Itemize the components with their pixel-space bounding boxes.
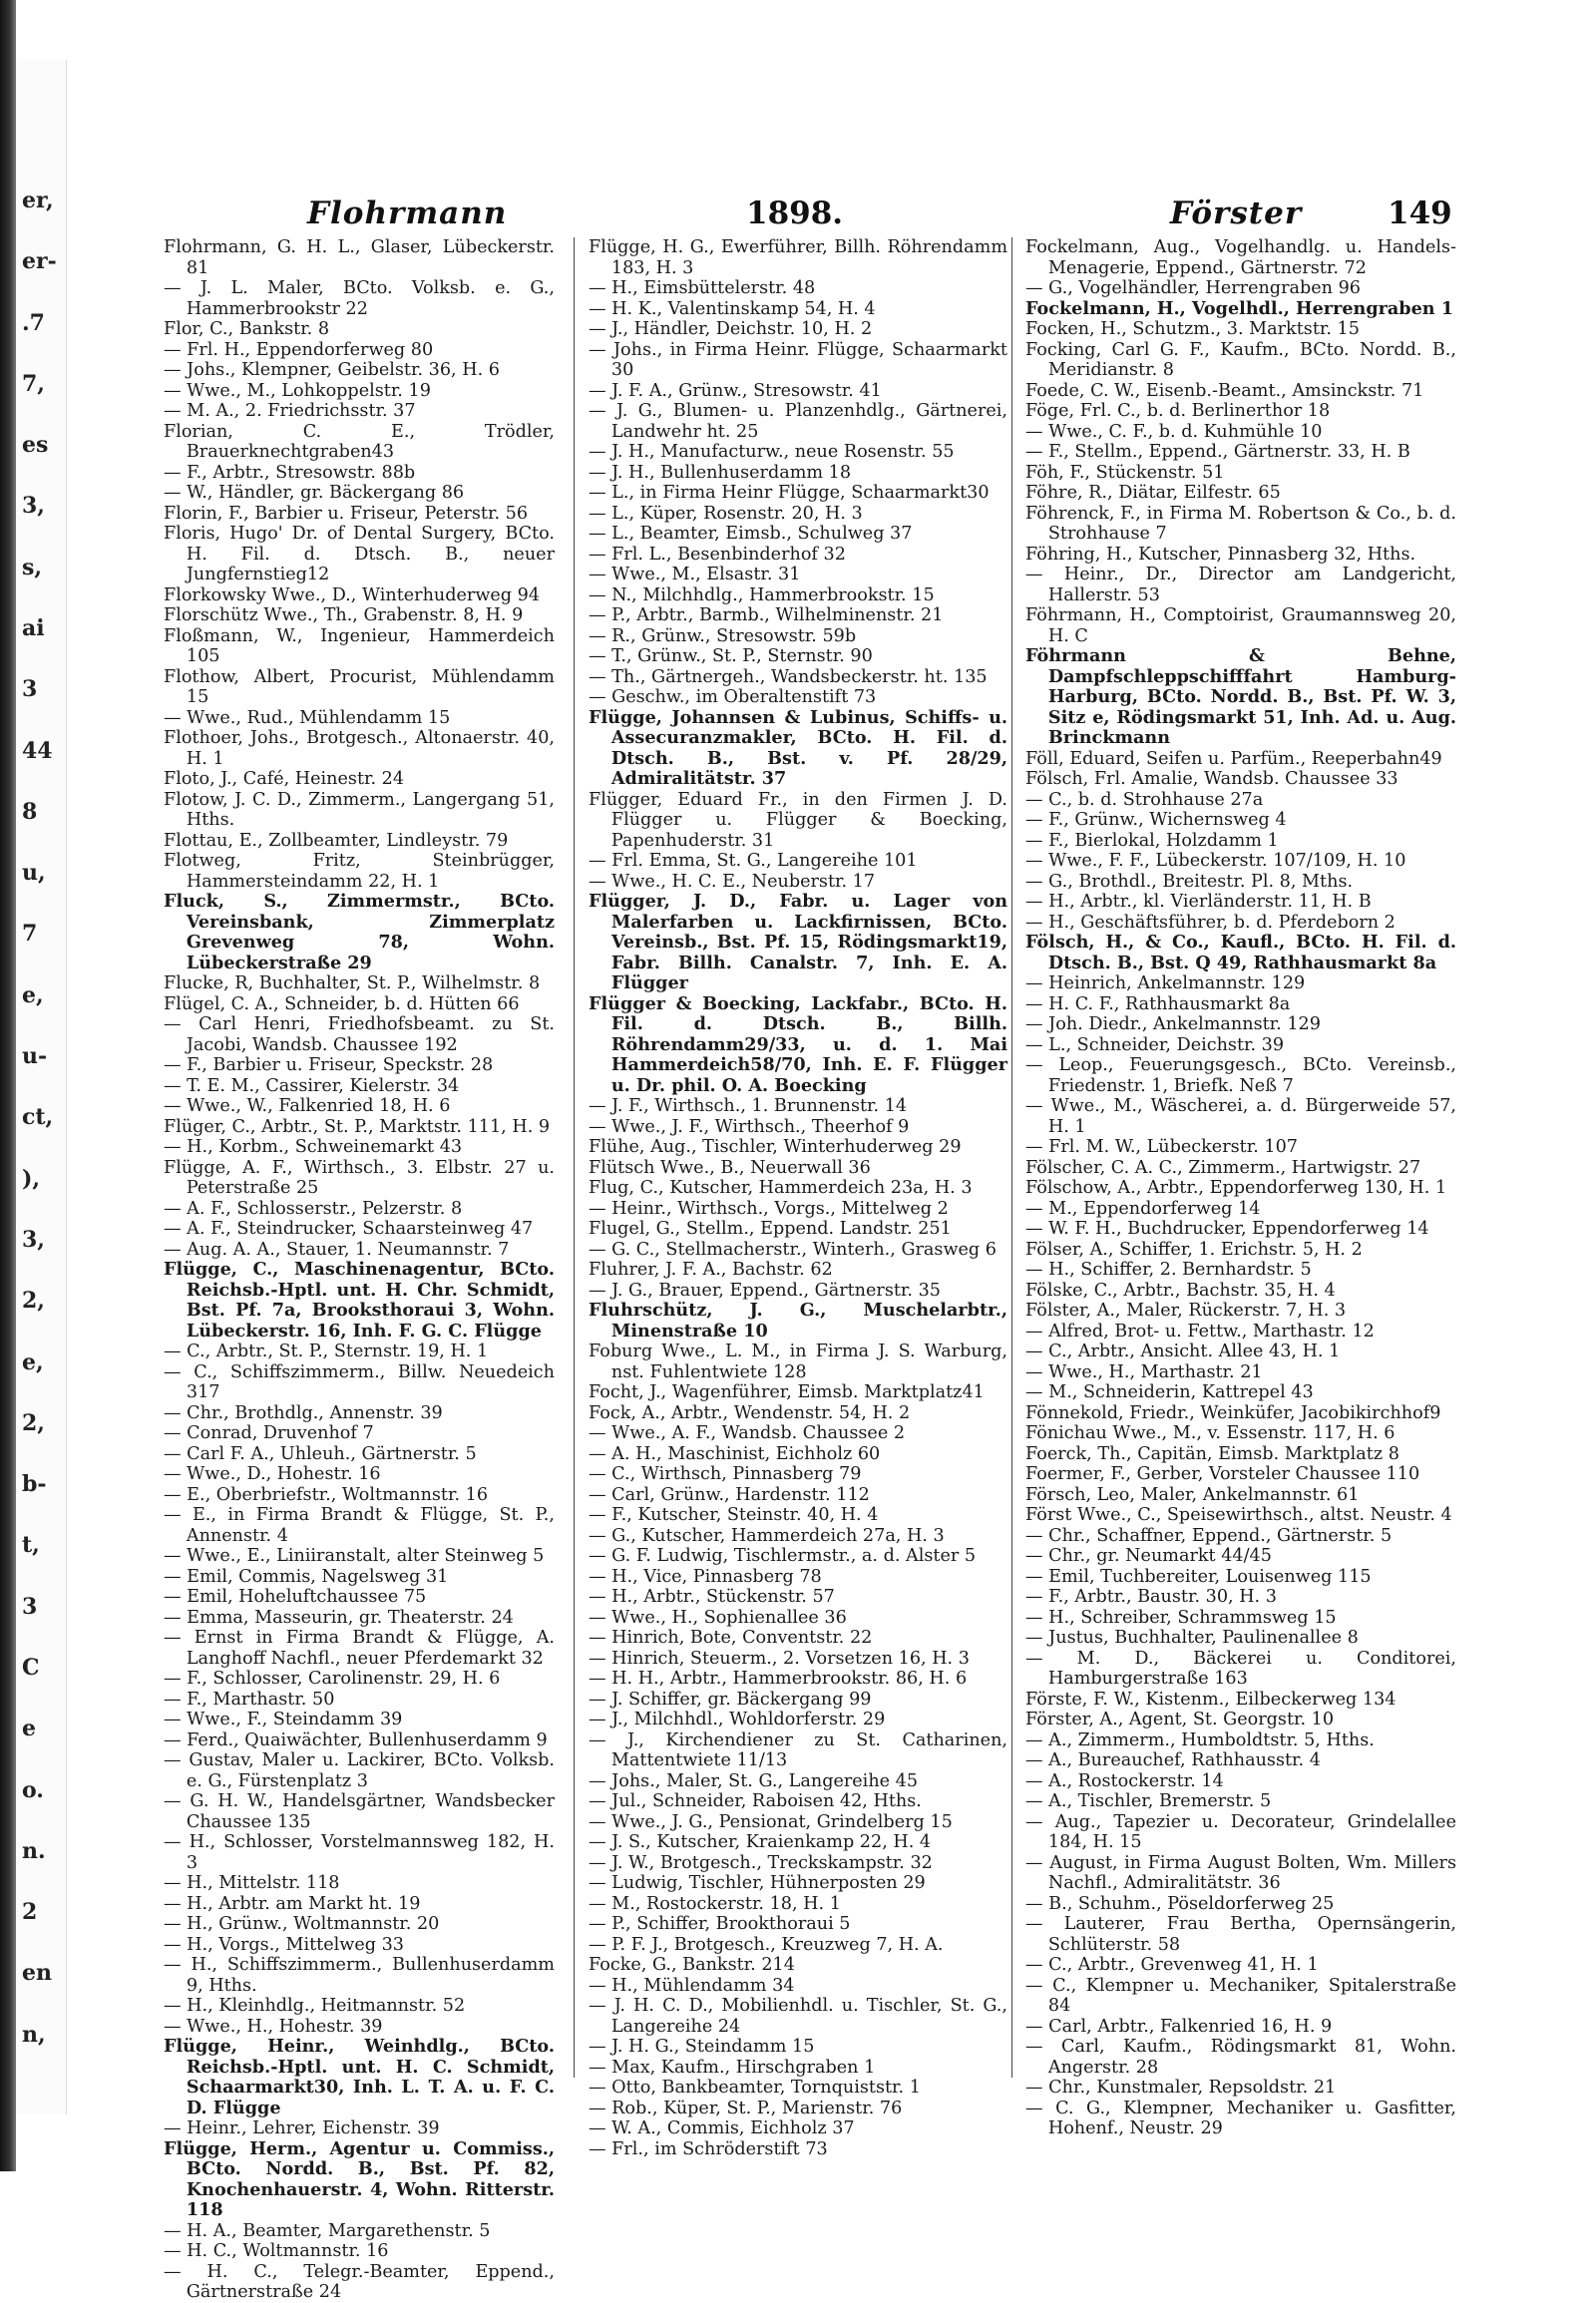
directory-entry: — J. Schiffer, gr. Bäckergang 99 [589,1689,872,1710]
previous-page-fragment: 3 [22,1594,38,1620]
directory-entry: Floris, Hugo' Dr. of Dental Surgery, BCto. H. Fil. d. Dtsch. B., neuer Jungfernstieg12 [164,524,555,584]
directory-entry: — Johs., in Firma Heinr. Flügge, Schaarmarkt 30 [589,339,1007,380]
directory-entry: — F., Arbtr., Stresowstr. 88b [164,462,416,483]
directory-entry: — P., Schiffer, Brookthoraui 5 [589,1914,851,1934]
directory-entry: — Frl. Emma, St. G., Langereihe 101 [589,851,918,871]
directory-entry: — H., Korbm., Schweinemarkt 43 [164,1137,463,1157]
previous-page-fragment: u, [22,860,46,886]
directory-entry: — Carl, Arbtr., Falkenried 16, H. 9 [1025,2016,1333,2037]
directory-entry: — T., Grünw., St. P., Sternstr. 90 [589,646,873,666]
previous-page-fragment: u- [22,1043,48,1069]
directory-entry: Focken, H., Schutzm., 3. Marktstr. 15 [1025,319,1360,339]
directory-entry: — C., Schiffszimmerm., Billw. Neuedeich 317 [164,1361,555,1402]
directory-entry: — W. F. H., Buchdrucker, Eppendorferweg 14 [1025,1219,1429,1239]
book-spine [0,0,16,2171]
directory-entry: — H. C., Woltmannstr. 16 [164,2241,389,2261]
directory-entry: Florian, C. E., Trödler, Brauerknechtgraben43 [164,421,555,462]
directory-entry: Flügge, Heinr., Weinhdlg., BCto. Reichsb.-Hptl. unt. H. C. Schmidt, Schaarmarkt30, Inh. L. T. A. u. F. C. D. Flügge [164,2036,555,2118]
header-left-catchword: Flohrmann [307,195,508,231]
directory-entry: — Carl, Grünw., Hardenstr. 112 [589,1484,870,1505]
directory-entry: Förste, F. W., Kistenm., Eilbeckerweg 134 [1025,1689,1396,1710]
directory-entry: Fönnekold, Friedr., Weinküfer, Jacobikirchhof9 [1025,1402,1441,1423]
directory-entry: — Aug., Tapezier u. Decorateur, Grindelallee 184, H. 15 [1025,1811,1456,1852]
directory-entry: — J. G., Blumen- u. Planzenhdlg., Gärtnerei, Landwehr ht. 25 [589,401,1007,442]
directory-entry: — Chr., Schaffner, Eppend., Gärtnerstr. 5 [1025,1525,1393,1546]
directory-entry: — H., Mittelstr. 118 [164,1873,340,1893]
directory-entry: — C., Klempner u. Mechaniker, Spitalerstraße 84 [1025,1975,1456,2016]
directory-entry: — Chr., Brothdlg., Annenstr. 39 [164,1402,443,1423]
directory-entry: — Lauterer, Frau Bertha, Opernsängerin, Schlüterstr. 58 [1025,1914,1456,1955]
directory-entry: — Leop., Feuerungsgesch., BCto. Vereinsb., Friedenstr. 1, Briefk. Neß 7 [1025,1055,1456,1096]
directory-entry: Föhrmann, H., Comptoirist, Graumannsweg 20, H. C [1025,605,1456,646]
directory-entry: — C., Wirthsch, Pinnasberg 79 [589,1464,862,1484]
directory-entry: Flügge, H. G., Ewerführer, Billh. Röhrendamm 183, H. 3 [589,237,1007,278]
directory-entry: — G., Vogelhändler, Herrengraben 96 [1025,278,1361,298]
directory-entry: — H., Schiffszimmerm., Bullenhuserdamm 9, Hths. [164,1955,555,1996]
directory-entry: — A., Rostockerstr. 14 [1025,1770,1224,1791]
directory-entry: — Wwe., H., Hohestr. 39 [164,2016,383,2037]
directory-entry: — C., Arbtr., St. P., Sternstr. 19, H. 1 [164,1342,489,1361]
directory-entry: — H., Vice, Pinnasberg 78 [589,1566,822,1587]
columns [148,237,1499,2302]
directory-entry: — A., Zimmerm., Humboldtstr. 5, Hths. [1025,1729,1375,1750]
previous-page-fragment: 3, [22,1227,45,1253]
directory-entry: — J., Milchhdl., Wohldorferstr. 29 [589,1710,886,1729]
previous-page-fragment: 8 [22,799,38,825]
previous-page-fragment: er- [22,248,57,274]
previous-page-fragment: en [22,1960,52,1986]
directory-entry: — Emil, Hoheluftchaussee 75 [164,1587,427,1607]
directory-entry: — Aug. A. A., Stauer, 1. Neumannstr. 7 [164,1239,510,1260]
directory-entry: — Frl., im Schröderstift 73 [589,2138,828,2159]
directory-entry: — Wwe., H., Marthastr. 21 [1025,1361,1263,1382]
directory-entry: Föhre, R., Diätar, Eilfestr. 65 [1025,483,1281,503]
directory-entry: Förster, A., Agent, St. Georgstr. 10 [1025,1710,1335,1729]
previous-page-fragment: 7 [22,921,38,947]
directory-entry: — Ferd., Quaiwächter, Bullenhuserdamm 9 [164,1729,548,1750]
directory-entry: Föge, Frl. C., b. d. Berlinerthor 18 [1025,401,1331,421]
directory-entry: Flothow, Albert, Procurist, Mühlendamm 15 [164,666,555,707]
directory-entry: — J. H. C. D., Mobilienhdl. u. Tischler, St. G., Langereihe 24 [589,1996,1007,2037]
directory-entry: Foede, C. W., Eisenb.-Beamt., Amsinckstr. 71 [1025,380,1424,401]
column-3 [1025,237,1456,2138]
directory-entry: — Emil, Commis, Nagelsweg 31 [164,1566,449,1587]
directory-entry: — F., Schlosser, Carolinenstr. 29, H. 6 [164,1669,501,1689]
directory-entry: Fölsch, Frl. Amalie, Wandsb. Chaussee 33 [1025,769,1398,789]
directory-page [148,140,1499,2302]
directory-entry: — Hinrich, Bote, Conventstr. 22 [589,1628,873,1648]
previous-page-fragment: e, [22,982,44,1008]
directory-entry: — Wwe., E., Liniiranstalt, alter Steinweg 5 [164,1546,545,1566]
directory-entry: — Carl F. A., Uhleuh., Gärtnerstr. 5 [164,1443,477,1464]
previous-page-fragment: 44 [22,738,53,764]
directory-entry: Florschütz Wwe., Th., Grabenstr. 8, H. 9 [164,605,524,625]
directory-entry: Fluhrschütz, J. G., Muschelarbtr., Minenstraße 10 [589,1300,1007,1342]
directory-entry: — F., Arbtr., Baustr. 30, H. 3 [1025,1587,1277,1607]
previous-page-edge [16,60,67,2114]
directory-entry: — Wwe., M., Lohkoppelstr. 19 [164,380,431,401]
directory-entry: Flügel, C. A., Schneider, b. d. Hütten 66 [164,993,520,1014]
previous-page-fragment: n, [22,2022,46,2048]
directory-entry: — R., Grünw., Stresowstr. 59b [589,625,857,646]
previous-page-fragment: e, [22,1349,44,1375]
directory-entry: Fönichau Wwe., M., v. Essenstr. 117, H. 6 [1025,1423,1396,1443]
previous-page-fragment: s, [22,555,43,580]
directory-entry: Föll, Eduard, Seifen u. Parfüm., Reeperbahn49 [1025,748,1442,769]
directory-entry: — Justus, Buchhalter, Paulinenallee 8 [1025,1628,1359,1648]
directory-entry: — Max, Kaufm., Hirschgraben 1 [589,2057,876,2078]
directory-entry: — G., Kutscher, Hammerdeich 27a, H. 3 [589,1525,945,1546]
directory-entry: — H., Schreiber, Schrammsweg 15 [1025,1607,1337,1628]
directory-entry: Flütsch Wwe., B., Neuerwall 36 [589,1157,871,1178]
directory-entry: — Otto, Bankbeamter, Tornquiststr. 1 [589,2078,921,2098]
column-1 [164,237,555,2302]
directory-entry: — Joh. Diedr., Ankelmannstr. 129 [1025,1014,1321,1034]
directory-entry: — Wwe., J. F., Wirthsch., Theerhof 9 [589,1116,910,1137]
directory-entry: — J. H., Bullenhuserdamm 18 [589,462,852,483]
directory-entry: — M., Eppendorferweg 14 [1025,1198,1261,1219]
directory-entry: — A. F., Steindrucker, Schaarsteinweg 47 [164,1219,534,1239]
directory-entry: Fölschow, A., Arbtr., Eppendorferweg 130, H. 1 [1025,1178,1447,1198]
directory-entry: — Heinrich, Ankelmannstr. 129 [1025,973,1306,993]
previous-page-fragment: e [22,1716,36,1741]
directory-entry: — M. A., 2. Friedrichsstr. 37 [164,401,416,421]
previous-page-fragment: 3, [22,493,45,519]
previous-page-fragment: n. [22,1838,46,1864]
directory-entry: — H., Mühlendamm 34 [589,1975,795,1996]
directory-entry: — P., Arbtr., Barmb., Wilhelminenstr. 21 [589,605,944,625]
directory-entry: Föh, F., Stückenstr. 51 [1025,462,1225,483]
directory-entry: — Heinr., Lehrer, Eichenstr. 39 [164,2118,440,2138]
column-2 [589,237,1007,2159]
directory-entry: — F., Marthastr. 50 [164,1689,335,1710]
directory-entry: — A., Bureauchef, Rathhausstr. 4 [1025,1750,1321,1770]
directory-entry: — Emma, Masseurin, gr. Theaterstr. 24 [164,1607,514,1628]
directory-entry: Flucke, R, Buchhalter, St. P., Wilhelmstr. 8 [164,973,541,993]
directory-entry: — H., Schlosser, Vorstelmannsweg 182, H. 3 [164,1832,555,1873]
directory-entry: Flügger & Boecking, Lackfabr., BCto. H. Fil. d. Dtsch. B., Billh. Röhrendamm29/33, u. d. 1. Mai Hammerdeich58/70, Inh. E. F. Flügger u. Dr. phil. O. A. Boecking [589,992,1007,1096]
directory-entry: — Alfred, Brot- u. Fettw., Marthastr. 12 [1025,1321,1375,1342]
directory-entry: Fölske, C., Arbtr., Bachstr. 35, H. 4 [1025,1280,1336,1301]
directory-entry: — Geschw., im Oberaltenstift 73 [589,687,877,707]
directory-entry: — Frl. M. W., Lübeckerstr. 107 [1025,1137,1298,1157]
directory-entry: — H. H., Arbtr., Hammerbrookstr. 86, H. 6 [589,1669,968,1689]
directory-entry: — P. F. J., Brotgesch., Kreuzweg 7, H. A. [589,1934,944,1955]
directory-entry: Florin, F., Barbier u. Friseur, Peterstr. 56 [164,503,529,524]
directory-entry: — H., Eimsbüttelerstr. 48 [589,278,816,298]
directory-entry: Florkowsky Wwe., D., Winterhuderweg 94 [164,584,541,605]
directory-entry: — Frl. H., Eppendorferweg 80 [164,339,434,360]
directory-entry: Flügge, Johannsen & Lubinus, Schiffs- u. Assecuranzmakler, BCto. H. Fil. d. Dtsch. B., Bst. v. Pf. 28/29, Admiralitätstr. 37 [589,706,1007,789]
directory-entry: — C., b. d. Strohhause 27a [1025,789,1264,810]
directory-entry: Focke, G., Bankstr. 214 [589,1955,795,1975]
directory-entry: Floto, J., Café, Heinestr. 24 [164,769,405,789]
directory-entry: Föhrenck, F., in Firma M. Robertson & Co., b. d. Strohhause 7 [1025,503,1456,544]
directory-entry: Flüger, C., Arbtr., St. P., Marktstr. 111, H. 9 [164,1116,551,1137]
directory-entry: — L., in Firma Heinr Flügge, Schaarmarkt30 [589,483,990,503]
directory-entry: — J. L. Maler, BCto. Volksb. e. G., Hammerbrookstr 22 [164,278,555,319]
directory-entry: — Conrad, Druvenhof 7 [164,1423,374,1443]
directory-entry: — A., Tischler, Bremerstr. 5 [1025,1791,1272,1811]
directory-entry: — G. H. W., Handelsgärtner, Wandsbecker Chaussee 135 [164,1791,555,1832]
directory-entry: — F., Barbier u. Friseur, Speckstr. 28 [164,1055,494,1075]
previous-page-fragment: ct, [22,1104,54,1130]
directory-entry: Flotweg, Fritz, Steinbrügger, Hammersteindamm 22, H. 1 [164,851,555,892]
previous-page-fragment: 2 [22,1899,38,1925]
directory-entry: — J. H. G., Steindamm 15 [589,2037,815,2057]
directory-entry: Flug, C., Kutscher, Hammerdeich 23a, H. 3 [589,1178,973,1198]
directory-entry: — J. G., Brauer, Eppend., Gärtnerstr. 35 [589,1280,941,1301]
directory-entry: — E., Oberbriefstr., Woltmannstr. 16 [164,1484,489,1505]
directory-entry: — Chr., Kunstmaler, Repsoldstr. 21 [1025,2078,1337,2098]
directory-entry: — H., Kleinhdlg., Heitmannstr. 52 [164,1996,466,2016]
directory-entry: — Heinr., Dr., Director am Landgericht, Hallerstr. 53 [1025,565,1456,605]
directory-entry: Foermer, F., Gerber, Vorsteler Chaussee 110 [1025,1464,1420,1484]
directory-entry: Flügge, A. F., Wirthsch., 3. Elbstr. 27 u. Peterstraße 25 [164,1157,555,1198]
directory-entry: — H., Schiffer, 2. Bernhardstr. 5 [1025,1260,1312,1280]
directory-entry: — T. E. M., Cassirer, Kielerstr. 34 [164,1075,460,1096]
directory-entry: Fölser, A., Schiffer, 1. Erichstr. 5, H. 2 [1025,1239,1363,1260]
directory-entry: Fock, A., Arbtr., Wendenstr. 54, H. 2 [589,1402,911,1423]
directory-entry: — Frl. L., Besenbinderhof 32 [589,544,846,565]
directory-entry: — Gustav, Maler u. Lackirer, BCto. Volksb. e. G., Fürstenplatz 3 [164,1750,555,1791]
directory-entry: — Chr., gr. Neumarkt 44/45 [1025,1546,1272,1566]
directory-entry: Flothoer, Johs., Brotgesch., Altonaerstr. 40, H. 1 [164,728,555,769]
directory-entry: Fockelmann, Aug., Vogelhandlg. u. Handels-Menagerie, Eppend., Gärtnerstr. 72 [1025,237,1456,278]
directory-entry: — H., Arbtr., Stückenstr. 57 [589,1587,835,1607]
previous-page-fragment: 7, [22,371,45,397]
previous-page-fragment: o. [22,1777,44,1803]
directory-entry: — Carl Henri, Friedhofsbeamt. zu St. Jacobi, Wandsb. Chaussee 192 [164,1014,555,1055]
directory-entry: — Wwe., Rud., Mühlendamm 15 [164,707,451,728]
directory-entry: — Wwe., J. G., Pensionat, Grindelberg 15 [589,1811,953,1832]
directory-entry: — Emil, Tuchbereiter, Louisenweg 115 [1025,1566,1372,1587]
directory-entry: Fölscher, C. A. C., Zimmerm., Hartwigstr. 27 [1025,1157,1421,1178]
directory-entry: — J. S., Kutscher, Kraienkamp 22, H. 4 [589,1832,932,1852]
directory-entry: Flotow, J. C. D., Zimmerm., Langergang 51, Hths. [164,789,555,830]
directory-entry: — E., in Firma Brandt & Flügge, St. P., Annenstr. 4 [164,1505,555,1546]
directory-entry: — Wwe., F. F., Lübeckerstr. 107/109, H. 10 [1025,851,1406,871]
directory-entry: Flugel, G., Stellm., Eppend. Landstr. 251 [589,1219,952,1239]
directory-entry: — Wwe., H., Sophienallee 36 [589,1607,847,1628]
directory-entry: Fluhrer, J. F. A., Bachstr. 62 [589,1260,833,1280]
directory-entry: — H. A., Beamter, Margarethenstr. 5 [164,2220,491,2241]
directory-entry: — Wwe., M., Elsastr. 31 [589,565,801,584]
previous-page-fragment: b- [22,1471,47,1497]
directory-entry: — M. D., Bäckerei u. Conditorei, Hamburgerstraße 163 [1025,1648,1456,1689]
directory-entry: — Ludwig, Tischler, Hühnerposten 29 [589,1873,926,1893]
directory-entry: — G., Brothdl., Breitestr. Pl. 8, Mths. [1025,871,1354,892]
directory-entry: — Hinrich, Steuerm., 2. Vorsetzen 16, H. 3 [589,1648,970,1669]
directory-entry: — F., Stellm., Eppend., Gärtnerstr. 33, H. B [1025,442,1410,462]
directory-entry: Fölster, A., Maler, Rückerstr. 7, H. 3 [1025,1301,1347,1321]
directory-entry: — J. H., Manufacturw., neue Rosenstr. 55 [589,442,955,462]
directory-entry: — L., Schneider, Deichstr. 39 [1025,1034,1285,1055]
directory-entry: — Rob., Küper, St. P., Marienstr. 76 [589,2098,903,2118]
directory-entry: Försch, Leo, Maler, Ankelmannstr. 61 [1025,1484,1360,1505]
directory-entry: — H. C., Telegr.-Beamter, Eppend., Gärtnerstraße 24 [164,2261,555,2302]
directory-entry: — L., Küper, Rosenstr. 20, H. 3 [589,503,863,524]
page-header [148,195,1499,235]
previous-page-fragment: .7 [22,310,45,336]
directory-entry: — A. H., Maschinist, Eichholz 60 [589,1443,881,1464]
directory-entry: — H. K., Valentinskamp 54, H. 4 [589,298,876,319]
directory-entry: — M., Schneiderin, Kattrepel 43 [1025,1382,1314,1402]
directory-entry: — Wwe., F., Steindamm 39 [164,1710,403,1729]
directory-entry: Först Wwe., C., Speisewirthsch., altst. Neustr. 4 [1025,1505,1452,1525]
previous-page-fragment: 3 [22,676,38,702]
directory-entry: Foburg Wwe., L. M., in Firma J. S. Warburg, nst. Fuhlentwiete 128 [589,1342,1007,1382]
directory-entry: Focking, Carl G. F., Kaufm., BCto. Nordd. B., Meridianstr. 8 [1025,339,1456,380]
directory-entry: — J., Kirchendiener zu St. Catharinen, Mattentwiete 11/13 [589,1729,1007,1770]
header-right-catchword: Förster [1170,195,1303,231]
directory-entry: — J. F. A., Grünw., Stresowstr. 41 [589,380,882,401]
directory-entry: Flügger, J. D., Fabr. u. Lager von Malerfarben u. Lackfirnissen, BCto. Vereinsb., Bst. Pf. 15, Rödingsmarkt19, Fabr. Billh. Canalstr. 7, Inh. E. A. Flügger [589,891,1007,993]
page-number: 149 [1388,195,1452,231]
directory-entry: — W. A., Commis, Eichholz 37 [589,2118,855,2138]
previous-page-fragment: C [22,1655,40,1681]
directory-entry: — J. W., Brotgesch., Treckskampstr. 32 [589,1852,933,1873]
directory-entry: Focht, J., Wagenführer, Eimsb. Marktplatz41 [589,1382,985,1402]
directory-entry: Fluck, S., Zimmermstr., BCto. Vereinsbank, Zimmerplatz Grevenweg 78, Wohn. Lübeckerstraße 29 [164,891,555,973]
directory-entry: — Carl, Kaufm., Rödingsmarkt 81, Wohn. Angerstr. 28 [1025,2037,1456,2078]
directory-entry: Flottau, E., Zollbeamter, Lindleystr. 79 [164,830,509,851]
directory-entry: — Th., Gärtnergeh., Wandsbeckerstr. ht. 135 [589,666,988,687]
directory-entry: — C. G., Klempner, Mechaniker u. Gasfitter, Hohenf., Neustr. 29 [1025,2098,1456,2138]
directory-entry: — H., Arbtr., kl. Vierländerstr. 11, H. B [1025,892,1372,912]
previous-page-fragment: es [22,432,49,458]
directory-entry: Flor, C., Bankstr. 8 [164,319,330,339]
directory-entry: — J., Händler, Deichstr. 10, H. 2 [589,319,873,339]
directory-entry: — J. F., Wirthsch., 1. Brunnenstr. 14 [589,1096,908,1116]
directory-entry: — C., Arbtr., Ansicht. Allee 43, H. 1 [1025,1342,1341,1361]
directory-entry: Flügger, Eduard Fr., in den Firmen J. D. Flügger u. Flügger & Boecking, Papenhuderstr. 31 [589,789,1007,851]
directory-entry: Flügge, Herm., Agentur u. Commiss., BCto. Nordd. B., Bst. Pf. 82, Knochenhauerstr. 4, Wohn. Ritterstr. 118 [164,2137,555,2220]
directory-entry: — F., Grünw., Wichernsweg 4 [1025,810,1287,830]
directory-entry: — H., Geschäftsführer, b. d. Pferdeborn 2 [1025,912,1396,933]
previous-page-fragment: t, [22,1532,40,1558]
directory-entry: — Wwe., D., Hohestr. 16 [164,1464,381,1484]
directory-entry: — Wwe., C. F., b. d. Kuhmühle 10 [1025,421,1323,442]
directory-entry: — N., Milchhdlg., Hammerbrookstr. 15 [589,584,935,605]
directory-entry: — H. C. F., Rathhausmarkt 8a [1025,993,1291,1014]
directory-entry: — Wwe., A. F., Wandsb. Chaussee 2 [589,1423,906,1443]
directory-entry: Flühe, Aug., Tischler, Winterhuderweg 29 [589,1137,962,1157]
directory-entry: — Ernst in Firma Brandt & Flügge, A. Langhoff Nachfl., neuer Pferdemarkt 32 [164,1628,555,1669]
directory-entry: — Heinr., Wirthsch., Vorgs., Mittelweg 2 [589,1198,949,1219]
directory-entry: Föhring, H., Kutscher, Pinnasberg 32, Hths. [1025,544,1416,565]
previous-page-fragment: 2, [22,1288,45,1314]
directory-entry: Flügge, C., Maschinenagentur, BCto. Reichsb.-Hptl. unt. H. Chr. Schmidt, Bst. Pf. 7a, Brooksthoraui 3, Wohn. Lübeckerstr. 16, Inh. F. G. C. Flügge [164,1259,555,1342]
directory-entry: — M., Rostockerstr. 18, H. 1 [589,1893,841,1914]
directory-entry: — H., Vorgs., Mittelweg 33 [164,1934,405,1955]
previous-page-fragment: ai [22,615,45,641]
directory-entry: — L., Beamter, Eimsb., Schulweg 37 [589,524,913,544]
directory-entry: — August, in Firma August Bolten, Wm. Millers Nachfl., Admiralitätstr. 36 [1025,1852,1456,1893]
directory-entry: Fölsch, H., & Co., Kaufl., BCto. H. Fil. d. Dtsch. B., Bst. Q 49, Rathhausmarkt 8a [1025,932,1456,973]
directory-entry: Flohrmann, G. H. L., Glaser, Lübeckerstr. 81 [164,237,555,278]
previous-page-fragment: er, [22,188,54,213]
directory-entry: — C., Arbtr., Grevenweg 41, H. 1 [1025,1955,1319,1975]
directory-entry: — F., Kutscher, Steinstr. 40, H. 4 [589,1505,879,1525]
directory-entry: — W., Händler, gr. Bäckergang 86 [164,483,465,503]
previous-page-fragment: ), [22,1166,41,1192]
directory-entry: — A. F., Schlosserstr., Pelzerstr. 8 [164,1198,463,1219]
directory-entry: — Wwe., W., Falkenried 18, H. 6 [164,1096,451,1116]
directory-entry: — Jul., Schneider, Raboisen 42, Hths. [589,1791,922,1811]
directory-entry: — H., Arbtr. am Markt ht. 19 [164,1893,421,1914]
previous-page-fragment: 2, [22,1410,45,1436]
directory-entry: — G. C., Stellmacherstr., Winterh., Grasweg 6 [589,1239,997,1260]
directory-entry: Foerck, Th., Capitän, Eimsb. Marktplatz 8 [1025,1443,1399,1464]
directory-entry: — Wwe., M., Wäscherei, a. d. Bürgerweide 57, H. 1 [1025,1096,1456,1137]
directory-entry: — Johs., Klempner, Geibelstr. 36, H. 6 [164,360,500,380]
directory-entry: — H., Grünw., Woltmannstr. 20 [164,1914,440,1934]
directory-entry: — Johs., Maler, St. G., Langereihe 45 [589,1770,919,1791]
directory-entry: Floßmann, W., Ingenieur, Hammerdeich 105 [164,625,555,666]
directory-entry: — Wwe., H. C. E., Neuberstr. 17 [589,871,876,892]
directory-entry: — F., Bierlokal, Holzdamm 1 [1025,830,1279,851]
directory-entry: Fockelmann, H., Vogelhdl., Herrengraben 1 [1025,297,1453,319]
header-year: 1898. [746,195,844,231]
directory-entry: Föhrmann & Behne, Dampfschleppschifffahrt Hamburg-Harburg, BCto. Nordd. B., Bst. Pf. W. 3, Sitz e, Rödingsmarkt 51, Inh. Ad. u. Aug. Brinckmann [1025,645,1456,748]
directory-entry: — B., Schuhm., Pöseldorferweg 25 [1025,1893,1335,1914]
directory-entry: — G. F. Ludwig, Tischlermstr., a. d. Alster 5 [589,1546,977,1566]
